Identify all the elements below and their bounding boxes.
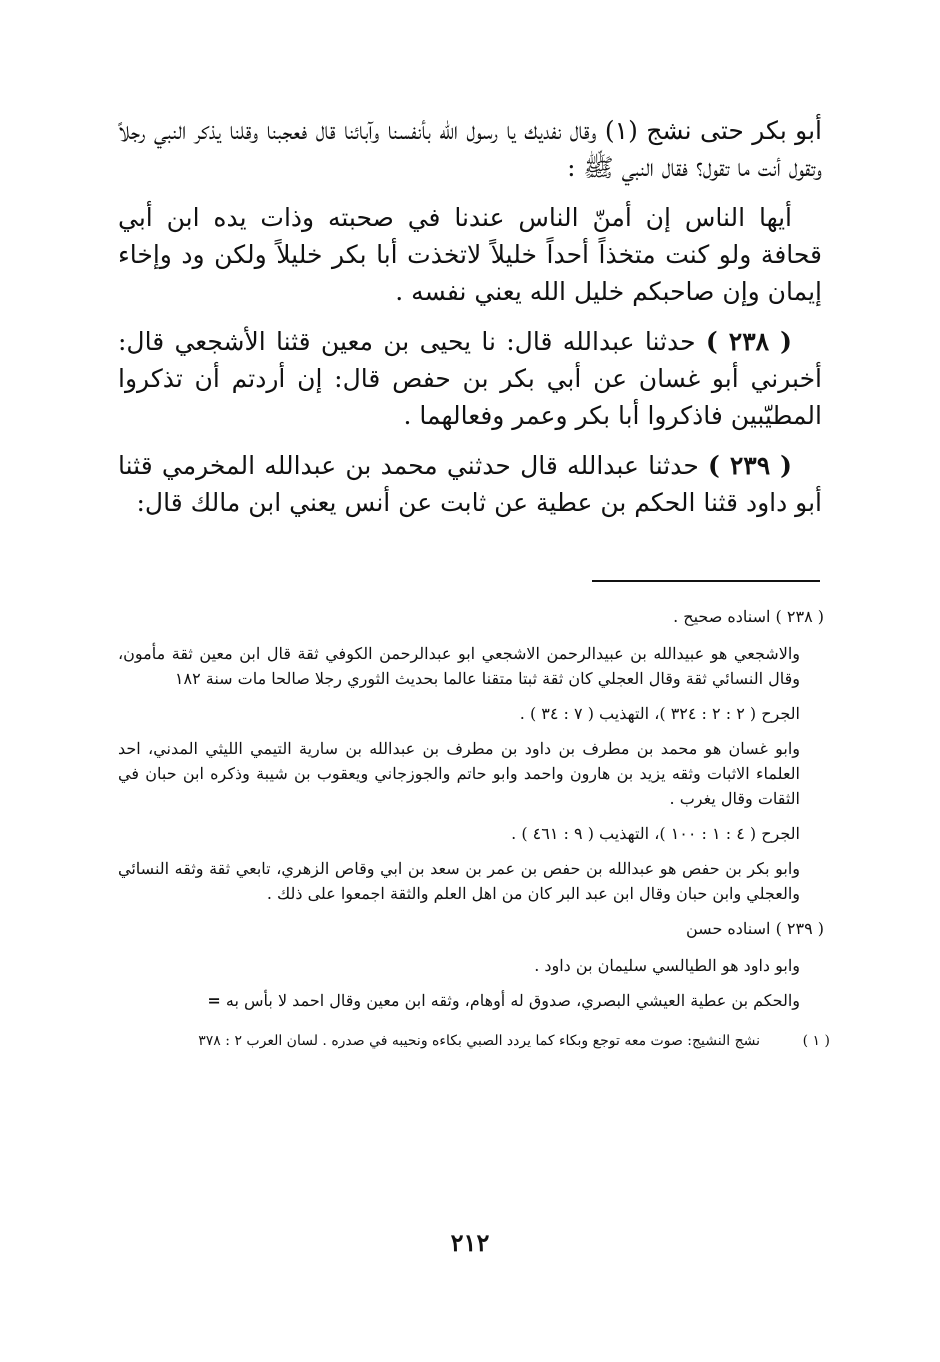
footnote-1-text: نشج النشيج: صوت معه توجع وبكاء كما يردد الصبي بكاءه ونحيبه في صدره . لسان العرب ٢ : ٣٧٨: [198, 1033, 760, 1049]
paragraph-hadith-quote: أيها الناس إن أمنّ الناس عندنا في صحبته وذات يده ابن أبي قحافة ولو كنت متخذاً أحداً خليلاً لاتخذت أبا بكر خليلاً ولكن ود وإخاء إيمان وإن صاحبكم خليل الله يعني نفسه .: [118, 203, 822, 306]
hadith-238-number: ( ٢٣٨ ): [705, 327, 792, 356]
main-text: [118, 112, 822, 534]
hadith-239-number: ( ٢٣٩ ): [708, 451, 792, 480]
hadith-239: [118, 447, 822, 521]
paragraph-continuation: أبو بكر حتى نشج (١) وقال نفديك يا رسول الله بأنفسنا وآبائنا قال فعجبنا وقلنا يذكر النبي رجلاً وتقول أنت ما تقول؟ فقال النبي ﷺ :: [118, 116, 823, 182]
note-239-header: ( ٢٣٩ ) اسناده حسن: [685, 919, 824, 938]
note-238-reference: الجرح ( ٤ : ١ : ١٠٠ )، التهذيب ( ٩ : ٤٦١ ) .: [511, 824, 800, 843]
note-238-reference: الجرح ( ٢ : ٢ : ٣٢٤ )، التهذيب ( ٧ : ٣٤ ) .: [519, 704, 800, 723]
hadith-239-text: حدثنا عبدالله قال حدثني محمد بن عبدالله المخرمي قثنا أبو داود قثنا الحكم بن عطية عن ثابت عن أنس يعني ابن مالك قال:: [118, 451, 822, 517]
footnote-1: [118, 1029, 830, 1054]
hadith-238-text: حدثنا عبدالله قال: نا يحيى بن معين قثنا الأشجعي قال: أخبرني أبو غسان عن أبي بكر بن حفص قال: إن أردتم أن تذكروا المطيّبين فاذكروا أبا بكر وعمر وفعالهما .: [118, 327, 822, 430]
note-238-paragraph: والاشجعي هو عبيدالله بن عبيدالرحمن الاشجعي ابو عبدالرحمن الكوفي ثقة قال ابن معين ثقة مأمون، وقال النسائي ثقة وقال العجلي كان ثقة ثبتا متقنا عالما بحديث الثوري رجلا صالحا مات سنة ١٨٢: [118, 644, 800, 688]
note-239-text: والحكم بن عطية العيشي البصري، صدوق له أوهام، وثقه ابن معين وقال احمد لا بأس به: [225, 991, 800, 1010]
footnotes-section: [118, 604, 830, 1054]
continuation-mark: =: [207, 991, 221, 1010]
note-239-paragraph: [118, 988, 830, 1013]
footnote-separator: [592, 580, 820, 582]
note-239-paragraph: وابو داود هو الطيالسي سليمان بن داود .: [534, 956, 800, 975]
note-238-header: ( ٢٣٨ ) اسناده صحيح .: [673, 607, 824, 626]
page-number: ٢١٢: [450, 1228, 490, 1257]
footnote-1-number: ( ١ ): [802, 1033, 830, 1049]
hadith-238: [118, 323, 822, 434]
note-238-paragraph: وابو غسان هو محمد بن مطرف بن داود بن مطرف بن عبدالله بن سارية التيمي الليثي المدني، احد العلماء الاثبات وثقه يزيد بن هارون واحمد وابو حاتم والجوزجاني ويعقوب بن شيبة وذكره ابن حبان في الثقات وقال يغرب .: [118, 739, 800, 808]
note-238-paragraph: وابو بكر بن حفص هو عبدالله بن حفص بن عمر بن سعد بن ابي وقاص الزهري، تابعي ثقة وثقه النسائي والعجلي وابن حبان وقال ابن عبد البر كان من اهل العلم والثقة اجمعوا على ذلك .: [118, 859, 800, 903]
